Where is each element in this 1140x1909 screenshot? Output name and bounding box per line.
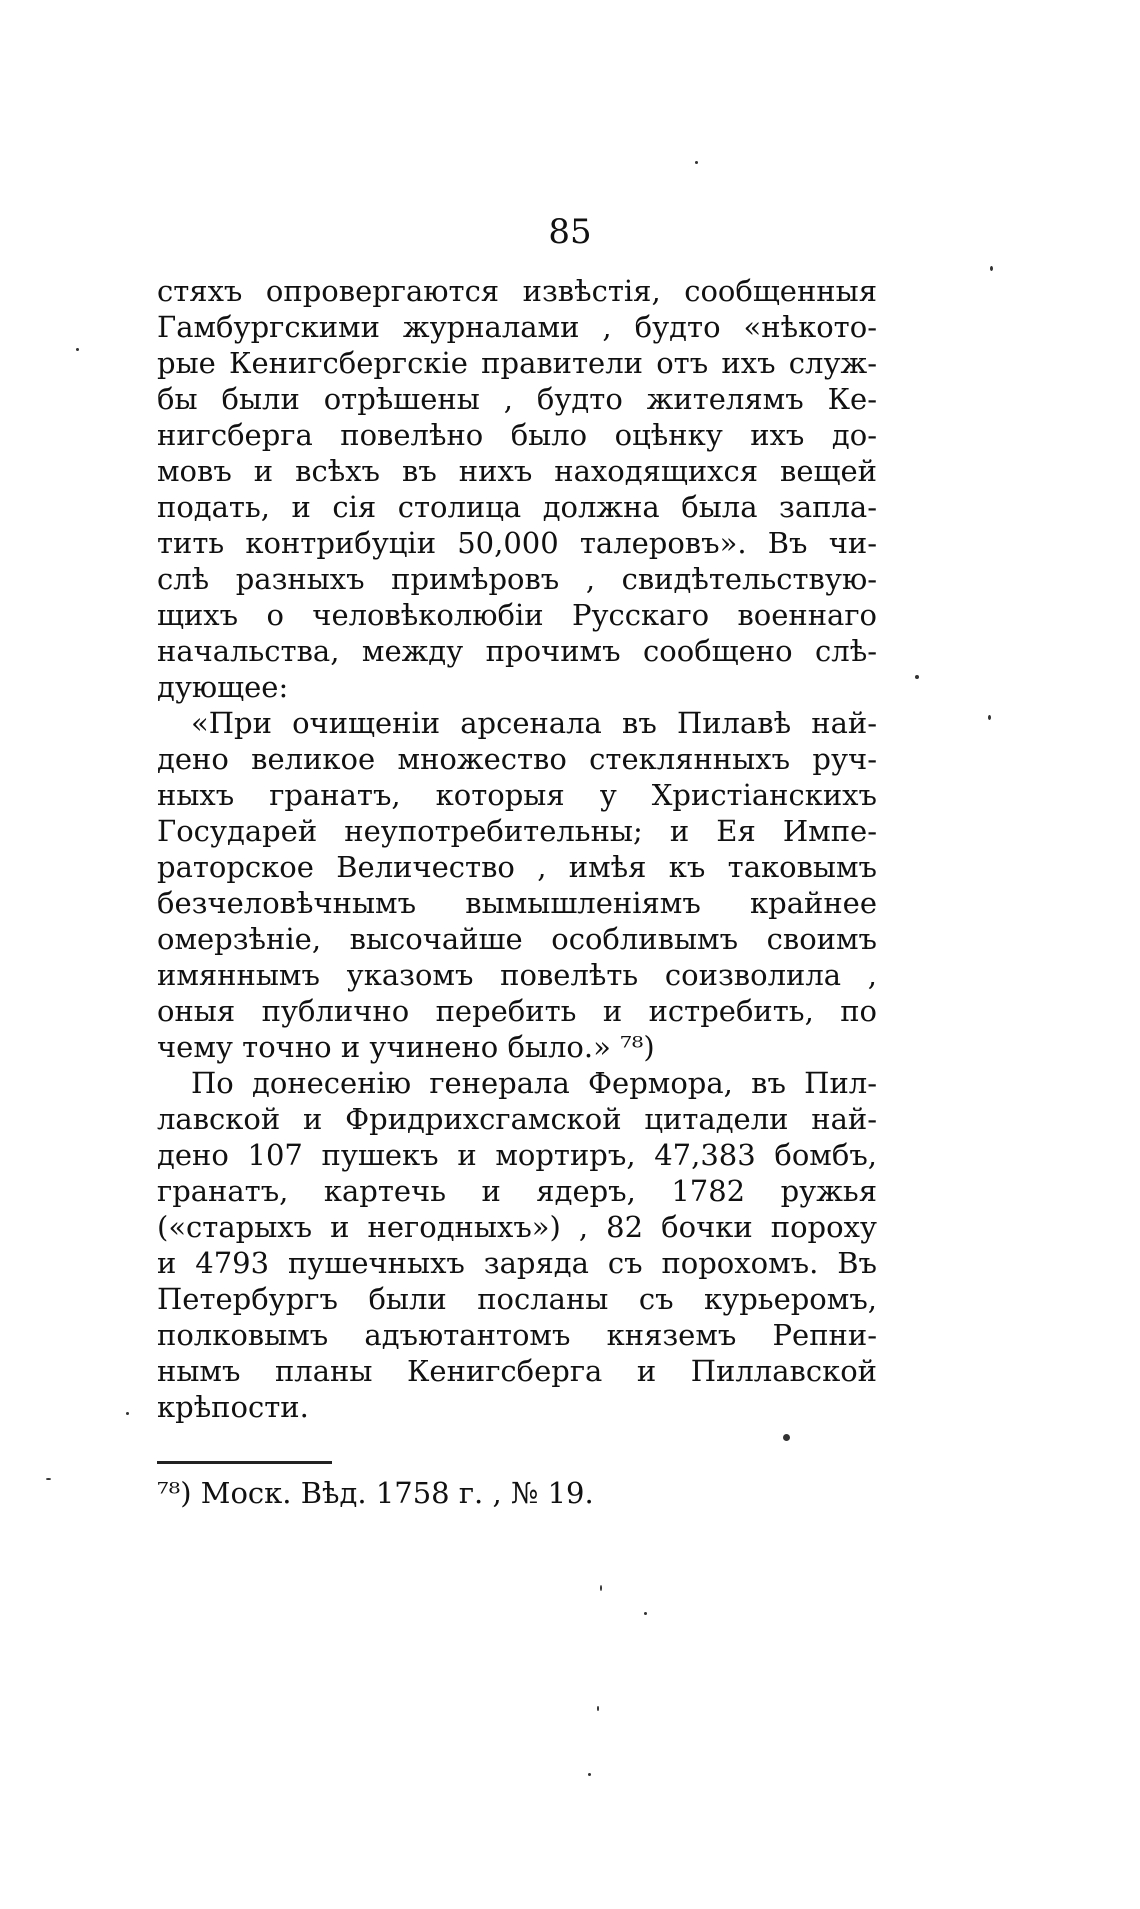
text-line: безчеловѣчнымъ вымышленіямъ крайнее — [157, 886, 877, 920]
scan-speck — [988, 715, 991, 720]
scan-speck — [126, 1412, 129, 1415]
text-line: раторское Величество , имѣя къ таковымъ — [157, 850, 877, 884]
scan-speck — [597, 1706, 599, 1711]
scan-speck — [76, 348, 79, 351]
text-line: стяхъ опровергаются извѣстія, сообщенныя — [157, 274, 877, 308]
text-line: щихъ о человѣколюбіи Русскаго военнаго — [157, 598, 877, 632]
text-line: По донесенію генерала Фермора, въ Пил- — [191, 1066, 877, 1100]
text-line: Гамбургскими журналами , будто «нѣкото- — [157, 310, 877, 344]
text-line: Государей неупотребительны; и Ея Импе- — [157, 814, 877, 848]
scan-speck — [588, 1773, 591, 1776]
text-line: подать, и сія столица должна была запла- — [157, 490, 877, 524]
text-line: дено великое множество стеклянныхъ руч- — [157, 742, 877, 776]
text-line: крѣпости. — [157, 1390, 309, 1424]
text-line: имяннымъ указомъ повелѣть соизволила , — [157, 958, 877, 992]
scan-speck — [644, 1612, 647, 1615]
text-line: «При очищеніи арсенала въ Пилавѣ най- — [191, 706, 877, 740]
text-line: оныя публично перебить и истребить, по — [157, 994, 877, 1028]
text-line: омерзѣніе, высочайше особливымъ своимъ — [157, 922, 877, 956]
text-line: нымъ планы Кенигсберга и Пиллавской — [157, 1354, 877, 1388]
text-line: начальства, между прочимъ сообщено слѣ- — [157, 634, 877, 668]
text-line: слѣ разныхъ примѣровъ , свидѣтельствую- — [157, 562, 877, 596]
scan-speck — [46, 1478, 51, 1480]
text-line: бы были отрѣшены , будто жителямъ Ке- — [157, 382, 877, 416]
text-line: чему точно и учинено было.» ⁷⁸) — [157, 1030, 655, 1064]
text-line: и 4793 пушечныхъ заряда съ порохомъ. Въ — [157, 1246, 877, 1280]
text-line: тить контрибуціи 50,000 талеровъ». Въ чи- — [157, 526, 877, 560]
text-line: нигсберга повелѣно было оцѣнку ихъ до- — [157, 418, 877, 452]
text-line: дующее: — [157, 670, 289, 704]
scan-speck — [600, 1585, 602, 1591]
text-line: полковымъ адъютантомъ княземъ Репни- — [157, 1318, 877, 1352]
text-line: рые Кенигсбергскіе правители отъ ихъ служ- — [157, 346, 877, 380]
page-number: 85 — [548, 212, 592, 252]
scan-speck — [695, 161, 698, 164]
scan-speck — [783, 1434, 790, 1441]
text-line: мовъ и всѣхъ въ нихъ находящихся вещей — [157, 454, 877, 488]
text-line: дено 107 пушекъ и мортиръ, 47,383 бомбъ, — [157, 1138, 877, 1172]
text-line: ныхъ гранатъ, которыя у Христіанскихъ — [157, 778, 877, 812]
text-line: Петербургъ были посланы съ курьеромъ, — [157, 1282, 877, 1316]
footnote-rule — [157, 1461, 332, 1464]
footnote: ⁷⁸) Моск. Вѣд. 1758 г. , № 19. — [157, 1476, 594, 1510]
text-line: («старыхъ и негодныхъ») , 82 бочки пороху — [157, 1210, 877, 1244]
scan-speck — [915, 675, 919, 679]
scan-speck — [990, 266, 993, 271]
text-line: лавской и Фридрихсгамской цитадели най- — [157, 1102, 877, 1136]
main-text — [157, 273, 877, 1425]
text-line: гранатъ, картечь и ядеръ, 1782 ружья — [157, 1174, 877, 1208]
